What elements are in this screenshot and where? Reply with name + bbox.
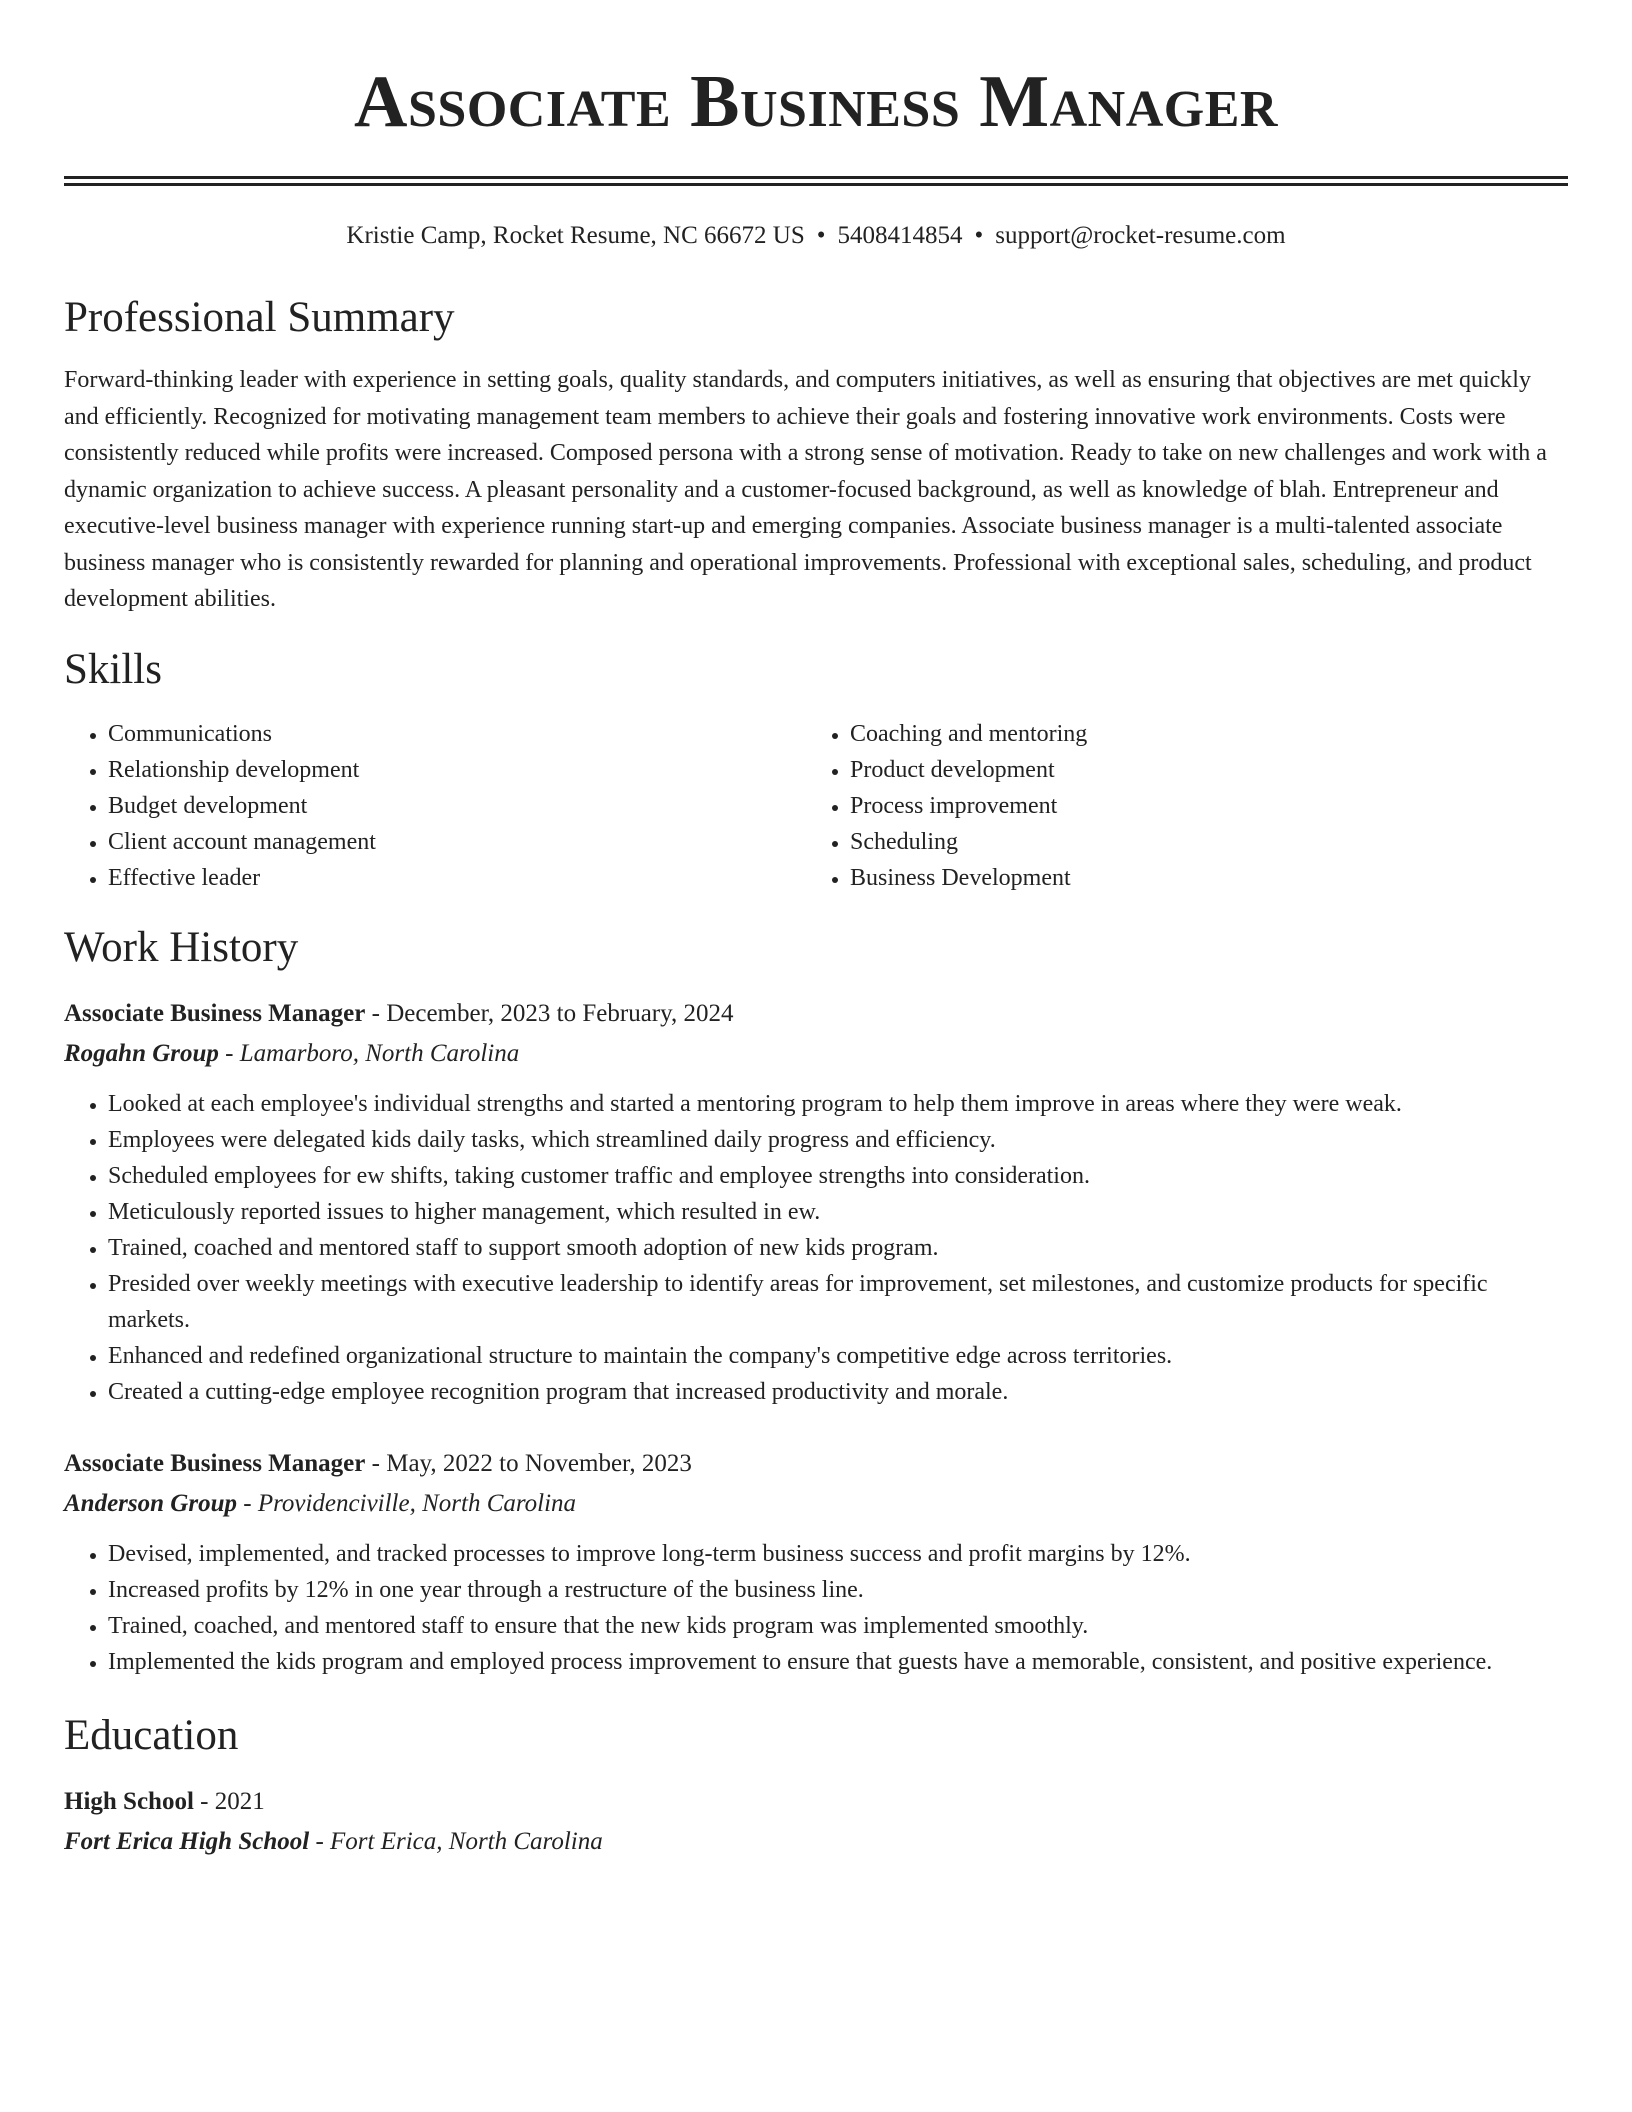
skill-item: • Communications <box>108 716 806 752</box>
job-location: Lamarboro, North Carolina <box>239 1039 520 1067</box>
job-bullet: • Scheduled employees for ew shifts, taking customer traffic and employee strengths into consideration. <box>108 1158 1568 1194</box>
job-bullet: • Presided over weekly meetings with executive leadership to identify areas for improvement, set milestones, and customize products for specific markets. <box>108 1266 1568 1338</box>
education-year: 2021 <box>214 1787 265 1815</box>
job-role: Associate Business Manager <box>64 999 366 1027</box>
job-bullet: • Devised, implemented, and tracked processes to improve long-term business success and profit margins by 12%. <box>108 1536 1568 1572</box>
contact-separator: • <box>816 222 826 249</box>
skills-list-right <box>806 716 1087 896</box>
summary-heading: Professional Summary <box>64 294 455 341</box>
job-bullet: • Created a cutting-edge employee recognition program that increased productivity and morale. <box>108 1374 1568 1410</box>
job-bullet: • Enhanced and redefined organizational structure to maintain the company's competitive edge across territories. <box>108 1338 1568 1374</box>
skill-item: • Scheduling <box>850 824 1087 860</box>
job-title-line: Associate Business Manager - May, 2022 to November, 2023 <box>64 1449 692 1477</box>
skill-item: • Process improvement <box>850 788 1087 824</box>
skills-heading: Skills <box>64 645 162 693</box>
job-company-line: Rogahn Group - Lamarboro, North Carolina <box>64 1039 520 1067</box>
summary-text: Forward-thinking leader with experience in setting goals, quality standards, and computers initiatives, as well as ensuring that objectives are met quickly and efficiently. Recognized for motivating management team members to achieve their goals and fostering innovative work environments. Costs were consistently reduced while profits were increased. Composed persona with a strong sense of motivation. Ready to take on new challenges and work with a dynamic organization to achieve success. A pleasant personality and a customer-focused background, as well as knowledge of blah. Entrepreneur and executive-level business manager with experience running start-up and emerging companies. Associate business manager is a multi-talented associate business manager who is consistently rewarded for planning and operational improvements. Professional with exceptional sales, scheduling, and product development abilities. <box>64 367 1547 612</box>
education-school: Fort Erica High School <box>64 1827 310 1855</box>
resume-name-title: Associate Business Manager <box>354 61 1278 143</box>
skill-item: • Budget development <box>108 788 806 824</box>
contact-separator: • <box>974 222 984 249</box>
job-bullet: • Implemented the kids program and employed process improvement to ensure that guests have a memorable, consistent, and positive experience. <box>108 1644 1568 1680</box>
job-bullets <box>64 1536 1568 1680</box>
work-history-heading: Work History <box>64 923 299 971</box>
job-title-line: Associate Business Manager - December, 2023 to February, 2024 <box>64 999 734 1027</box>
education-entry <box>64 1782 1568 1862</box>
job-location: Providenciville, North Carolina <box>257 1489 577 1517</box>
job-dates: May, 2022 to November, 2023 <box>386 1449 692 1477</box>
skill-item: • Relationship development <box>108 752 806 788</box>
education-degree-line: High School - 2021 <box>64 1787 265 1815</box>
skill-item: • Product development <box>850 752 1087 788</box>
education-heading: Education <box>64 1711 239 1759</box>
job-role: Associate Business Manager <box>64 1449 366 1477</box>
education-school-line: Fort Erica High School - Fort Erica, North Carolina <box>64 1827 603 1855</box>
job-bullet: • Meticulously reported issues to higher management, which resulted in ew. <box>108 1194 1568 1230</box>
skills-list-left <box>64 716 806 896</box>
education-degree: High School <box>64 1787 194 1815</box>
job-entry <box>64 994 1568 1410</box>
job-entry <box>64 1444 1568 1680</box>
contact-address: Kristie Camp, Rocket Resume, NC 66672 US <box>346 222 805 249</box>
skills-columns <box>64 716 1568 896</box>
job-bullet: • Employees were delegated kids daily tasks, which streamlined daily progress and efficiency. <box>108 1122 1568 1158</box>
skill-item: • Coaching and mentoring <box>850 716 1087 752</box>
contact-line <box>64 220 1568 252</box>
contact-phone: 5408414854 <box>837 222 963 249</box>
job-bullet: • Trained, coached and mentored staff to support smooth adoption of new kids program. <box>108 1230 1568 1266</box>
job-bullets <box>64 1086 1568 1410</box>
job-bullet: • Trained, coached, and mentored staff to ensure that the new kids program was implemented smoothly. <box>108 1608 1568 1644</box>
job-company: Rogahn Group <box>64 1039 219 1067</box>
job-dates: December, 2023 to February, 2024 <box>386 999 734 1027</box>
job-bullet: • Looked at each employee's individual strengths and started a mentoring program to help them improve in areas where they were weak. <box>108 1086 1568 1122</box>
skill-item: • Client account management <box>108 824 806 860</box>
contact-email: support@rocket-resume.com <box>995 222 1286 249</box>
education-location: Fort Erica, North Carolina <box>330 1827 603 1855</box>
skill-item: • Effective leader <box>108 860 806 896</box>
job-company-line: Anderson Group - Providenciville, North Carolina <box>64 1489 577 1517</box>
job-company: Anderson Group <box>64 1489 237 1517</box>
header-double-rule <box>64 176 1568 186</box>
job-bullet: • Increased profits by 12% in one year through a restructure of the business line. <box>108 1572 1568 1608</box>
skill-item: • Business Development <box>850 860 1087 896</box>
